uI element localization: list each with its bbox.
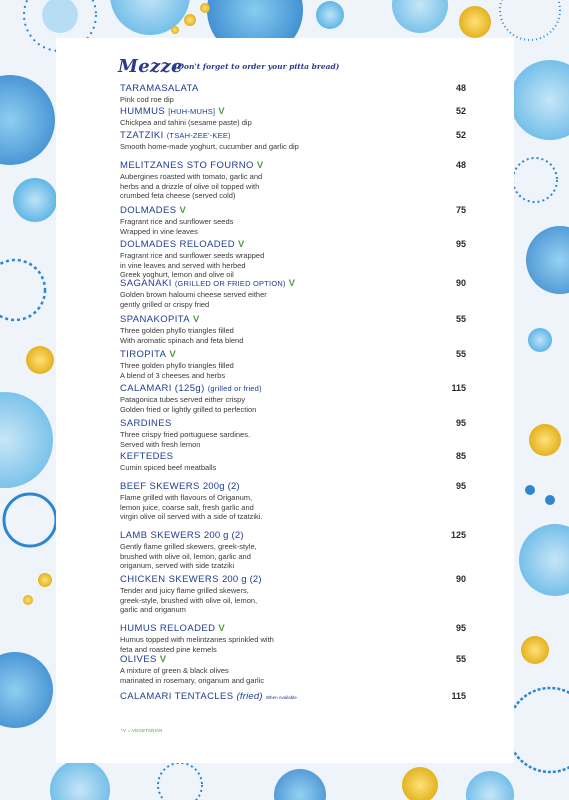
menu-item-price: 55 [455,314,466,324]
menu-item-description: Tender and juicy flame grilled skewers, greek-style, brushed with olive oil, lemon, garlic and origanum [120,586,258,615]
menu-item-name: SARDINES [120,418,172,429]
menu-item-price: 90 [455,574,466,584]
menu-sheet [56,38,514,763]
menu-item-name-line [120,418,460,430]
vegetarian-mark: V [179,205,187,216]
menu-item [120,130,460,152]
menu-item-name-line [120,160,460,172]
menu-item-name-line [120,83,460,95]
menu-item-price: 115 [451,691,466,701]
menu-item-name-line [120,239,460,251]
menu-item-detail: (GRILLED OR FRIED OPTION) [174,279,286,288]
menu-title: Mezze [118,56,183,77]
menu-item [120,349,460,380]
menu-item-price: 125 [450,530,466,540]
menu-item [120,623,460,654]
vegetarian-mark: V [218,106,225,117]
menu-item-name: SPANAKOPITA [120,314,191,325]
vegetarian-mark: V [256,160,264,171]
menu-item-price: 95 [455,239,466,249]
menu-item-detail: 200 g (2) [203,530,244,541]
menu-item-name-line [120,349,460,361]
vegetarian-mark: V [238,239,245,250]
menu-item-price: 95 [455,481,466,491]
menu-item-name: CHICKEN SKEWERS [120,574,219,585]
menu-item-name: TARAMASALATA [120,83,199,94]
menu-item-description: Cumin spiced beef meatballs [120,463,217,472]
menu-item-name-line [120,530,460,542]
menu-item-price: 95 [455,623,466,633]
menu-item [120,205,460,236]
menu-item-detail: 200 g (2) [221,574,262,585]
vegetarian-mark: V [159,654,167,665]
menu-item [120,314,460,345]
menu-item-name: CALAMARI (125g) [120,383,205,394]
vegetarian-mark: V [193,314,200,325]
menu-item-name-line [120,314,460,326]
menu-item-name: SAGANAKI [120,278,172,289]
menu-item [120,481,460,522]
menu-item-name-line [120,623,460,635]
menu-item-price: 95 [455,418,466,428]
menu-item-description: Three golden phyllo triangles filled With aromatic spinach and feta blend [120,326,244,345]
menu-item-price: 48 [455,160,466,170]
menu-item-description: Fragrant rice and sunflower seeds wrapped in vine leaves and served with herbed Greek yoghurt, lemon and olive oil [120,251,265,280]
menu-item [120,383,460,414]
menu-item-name: OLIVES [120,654,157,665]
menu-item [120,418,460,449]
menu-item-price: 52 [455,106,466,116]
menu-item-description: Gently flame grilled skewers, greek-style, brushed with olive oil, lemon, garlic and origanum, served with side tzatziki [120,542,257,571]
menu-item-name: LAMB SKEWERS [120,530,201,541]
menu-item-name-line [120,451,460,463]
menu-item-detail: [HUH-MUHS] [168,107,216,116]
menu-item [120,278,460,309]
menu-title-note: (Don't forget to order your pitta bread) [174,62,340,71]
menu-item-description: Patagonica tubes served either crispy Golden fried or lightly grilled to perfection [120,395,257,414]
menu-item-description: Flame grilled with flavours of Origanum, lemon juice, coarse salt, fresh garlic and virgin olive oil served with a side of tzatziki. [120,493,263,522]
menu-item [120,83,460,105]
menu-item-name: HUMUS RELOADED [120,623,216,634]
menu-item-name: CALAMARI TENTACLES [120,691,234,702]
menu-item [120,451,460,473]
menu-item [120,654,460,685]
menu-item-name-line [120,205,460,217]
menu-item-description: Fragrant rice and sunflower seeds Wrapped in vine leaves [120,217,234,236]
menu-item-description: Pink cod roe dip [120,95,174,104]
menu-item-name: TIROPITA [120,349,167,360]
menu-item-description: Chickpea and tahini (sesame paste) dip [120,118,252,127]
menu-item-detail: (grilled or fried) [207,384,262,393]
availability-note: When Available [265,695,297,700]
vegetarian-mark: V [288,278,296,289]
menu-item-detail: 200g (2) [202,481,240,492]
menu-item-detail: (fried) [236,691,263,702]
menu-item [120,574,460,615]
vegetarian-mark: V [169,349,177,360]
menu-item-price: 75 [455,205,466,215]
menu-item-name-line [120,106,460,118]
menu-item-name-line [120,130,460,142]
menu-item-price: 115 [451,383,466,393]
menu-item-name: KEFTEDES [120,451,174,462]
menu-item-name: HUMMUS [120,106,166,117]
menu-item-name: TZATZIKI [120,130,164,141]
menu-item-name-line [120,691,460,704]
menu-item-description: Humus topped with melintzanes sprinkled with feta and roasted pine kernels [120,635,274,654]
menu-item-price: 85 [455,451,466,461]
menu-item-description: A mixture of green & black olives marinated in rosemary, origanum and garlic [120,666,265,685]
menu-item-name: MELITZANES STO FOURNO [120,160,254,171]
menu-item [120,530,460,571]
menu-item-name: DOLMADES RELOADED [120,239,236,250]
menu-item [120,239,460,280]
menu-item-description: Three crispy fried portuguese sardines. Served with fresh lemon [120,430,251,449]
menu-item-price: 48 [455,83,466,93]
menu-item-name-line [120,278,460,290]
menu-item-detail: (TSAH-ZEE'-KEE) [166,131,231,140]
menu-item-name: DOLMADES [120,205,177,216]
menu-item [120,691,460,704]
menu-item-name: BEEF SKEWERS [120,481,200,492]
vegetarian-mark: V [218,623,226,634]
menu-item-description: Three golden phyllo triangles filled A blend of 3 cheeses and herbs [120,361,234,380]
menu-item-name-line [120,654,460,666]
menu-item-price: 90 [455,278,466,288]
menu-item-description: Aubergines roasted with tomato, garlic and herbs and a drizzle of olive oil topped with crumbed feta cheese (served cold) [120,172,263,201]
menu-item [120,160,460,201]
menu-item-name-line [120,481,460,493]
menu-item [120,106,460,128]
menu-item-name-line [120,383,460,395]
menu-item-price: 55 [455,349,466,359]
menu-item-description: Golden brown haloumi cheese served either gently grilled or crispy fried [120,290,267,309]
menu-item-price: 55 [455,654,466,664]
menu-item-price: 52 [455,130,466,140]
menu-item-description: Smooth home-made yoghurt, cucumber and garlic dip [120,142,299,151]
menu-item-name-line [120,574,460,586]
vegetarian-legend: *V = VEGETARIAN [121,728,163,733]
